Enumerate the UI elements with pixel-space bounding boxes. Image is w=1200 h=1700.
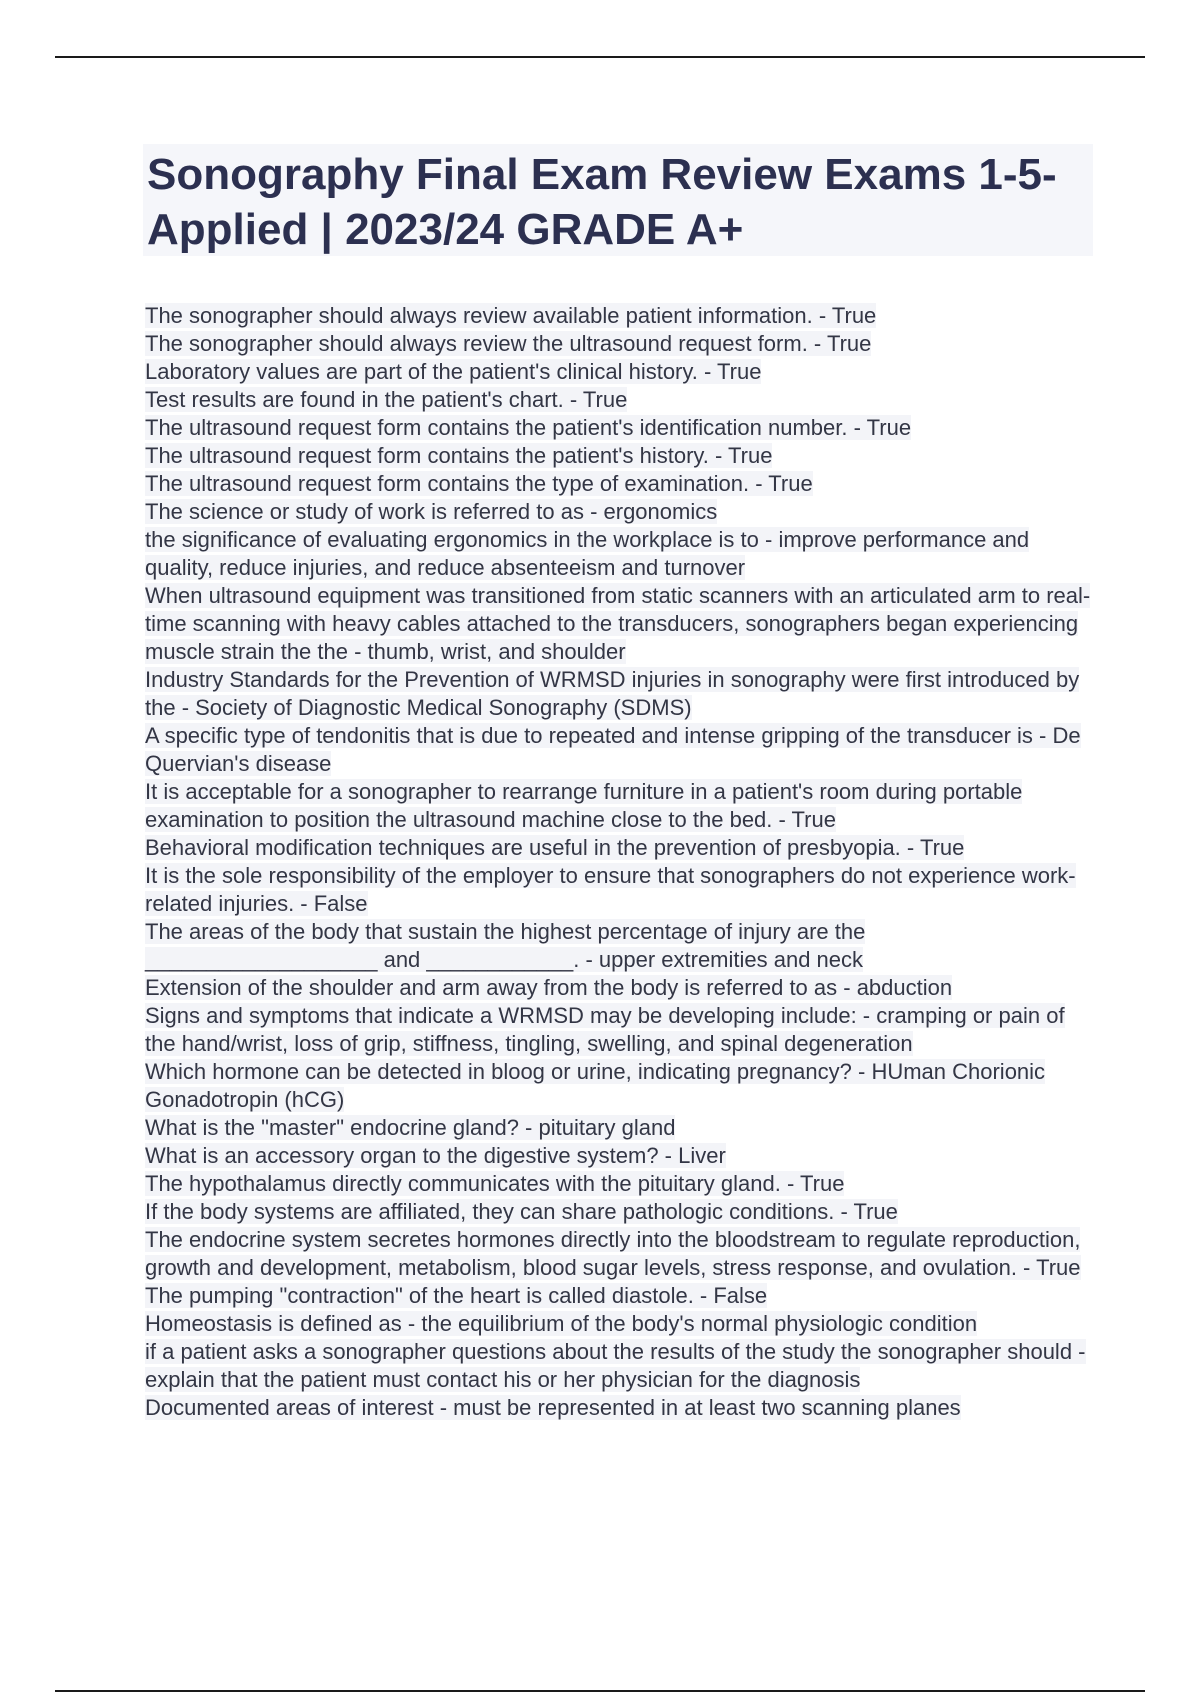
qa-item	[145, 1394, 1095, 1422]
qa-list	[145, 302, 1095, 1422]
qa-item-text: A specific type of tendonitis that is due to repeated and intense gripping of the transducer is - De Quervian's disease	[145, 723, 1081, 776]
qa-item-text: It is acceptable for a sonographer to rearrange furniture in a patient's room during portable examination to position the ultrasound machine close to the bed. - True	[145, 779, 1023, 832]
qa-item	[145, 414, 1095, 442]
qa-item-text: The ultrasound request form contains the type of examination. - True	[145, 471, 813, 496]
qa-item	[145, 526, 1095, 582]
qa-item	[145, 1114, 1095, 1142]
qa-item-text: What is an accessory organ to the digestive system? - Liver	[145, 1143, 726, 1168]
qa-item-text: The sonographer should always review available patient information. - True	[145, 303, 877, 328]
qa-item-text: It is the sole responsibility of the employer to ensure that sonographers do not experience work-related injuries. - False	[145, 863, 1076, 916]
qa-item	[145, 1170, 1095, 1198]
qa-item	[145, 386, 1095, 414]
qa-item-text: the significance of evaluating ergonomics in the workplace is to - improve performance and quality, reduce injuries, and reduce absenteeism and turnover	[145, 527, 1030, 580]
qa-item-text: Behavioral modification techniques are useful in the prevention of presbyopia. - True	[145, 835, 965, 860]
qa-item	[145, 1282, 1095, 1310]
qa-item-text: The endocrine system secretes hormones directly into the bloodstream to regulate reproduction, growth and development, metabolism, blood sugar levels, stress response, and ovulation. - True	[145, 1227, 1081, 1280]
qa-item	[145, 470, 1095, 498]
qa-item-text: When ultrasound equipment was transitioned from static scanners with an articulated arm to real-time scanning with heavy cables attached to the transducers, sonographers began experiencing muscle strain the the - thumb, wrist, and shoulder	[145, 583, 1091, 664]
qa-item-text: What is the "master" endocrine gland? - pituitary gland	[145, 1115, 676, 1140]
qa-item	[145, 778, 1095, 834]
qa-item-text: The science or study of work is referred to as - ergonomics	[145, 499, 718, 524]
qa-item-text: if a patient asks a sonographer questions about the results of the study the sonographer should - explain that the patient must contact his or her physician for the diagnosis	[145, 1339, 1086, 1392]
qa-item	[145, 666, 1095, 722]
qa-item-text: Laboratory values are part of the patient's clinical history. - True	[145, 359, 762, 384]
qa-item-text: Signs and symptoms that indicate a WRMSD may be developing include: - cramping or pain of the hand/wrist, loss of grip, stiffness, tingling, swelling, and spinal degeneration	[145, 1003, 1065, 1056]
qa-item	[145, 358, 1095, 386]
qa-item-text: The sonographer should always review the ultrasound request form. - True	[145, 331, 872, 356]
qa-item-text: The ultrasound request form contains the patient's history. - True	[145, 443, 773, 468]
qa-item	[145, 302, 1095, 330]
qa-item	[145, 974, 1095, 1002]
qa-item	[145, 1226, 1095, 1282]
qa-item	[145, 582, 1095, 666]
qa-item-text: The ultrasound request form contains the patient's identification number. - True	[145, 415, 912, 440]
qa-item	[145, 1142, 1095, 1170]
qa-item	[145, 1310, 1095, 1338]
qa-item	[145, 834, 1095, 862]
qa-item-text: Documented areas of interest - must be represented in at least two scanning planes	[145, 1395, 961, 1420]
qa-item	[145, 442, 1095, 470]
header-rule	[55, 56, 1145, 58]
qa-item	[145, 1002, 1095, 1058]
qa-item-text: Which hormone can be detected in bloog or urine, indicating pregnancy? - HUman Chorionic Gonadotropin (hCG)	[145, 1059, 1046, 1112]
qa-item-text: Extension of the shoulder and arm away from the body is referred to as - abduction	[145, 975, 953, 1000]
document-title: Sonography Final Exam Review Exams 1-5- Applied | 2023/24 GRADE A+	[147, 150, 1057, 254]
qa-item-text: The pumping "contraction" of the heart is called diastole. - False	[145, 1283, 768, 1308]
qa-item-text: Homeostasis is defined as - the equilibrium of the body's normal physiologic condition	[145, 1311, 978, 1336]
footer-rule	[55, 1690, 1145, 1692]
qa-item-text: The areas of the body that sustain the highest percentage of injury are the ___________________ and ____________. - upper extremities and neck	[145, 919, 866, 972]
qa-item	[145, 862, 1095, 918]
qa-item-text: The hypothalamus directly communicates with the pituitary gland. - True	[145, 1171, 845, 1196]
qa-item	[145, 1058, 1095, 1114]
qa-item-text: Industry Standards for the Prevention of WRMSD injuries in sonography were first introduced by the - Society of Diagnostic Medical Sonography (SDMS)	[145, 667, 1080, 720]
qa-item	[145, 918, 1095, 974]
qa-item-text: If the body systems are affiliated, they can share pathologic conditions. - True	[145, 1199, 898, 1224]
qa-item-text: Test results are found in the patient's chart. - True	[145, 387, 628, 412]
qa-item	[145, 1338, 1095, 1394]
qa-item	[145, 330, 1095, 358]
title-box	[143, 144, 1093, 256]
qa-item	[145, 498, 1095, 526]
qa-item	[145, 722, 1095, 778]
qa-item	[145, 1198, 1095, 1226]
